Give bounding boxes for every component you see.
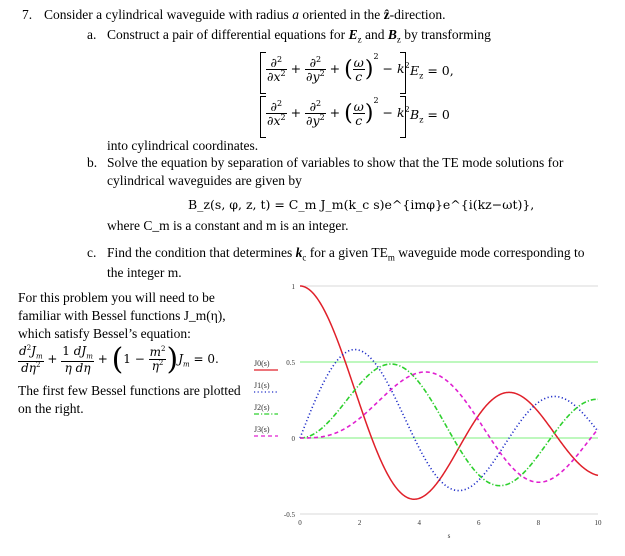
problem-intro: Consider a cylindrical waveguide with radius a oriented in the ẑ-direction.: [44, 7, 446, 22]
x-tick-label-5: 10: [594, 519, 602, 527]
y-tick-label-0: -0.5: [283, 511, 295, 519]
chart-series: [300, 286, 598, 499]
legend-label-2: J2(s): [254, 403, 270, 412]
part-b-where: where C_m is a constant and m is an integer.: [107, 218, 349, 233]
part-c-line1: Find the condition that determines $k_c$ for a given $TE_m$ waveguide mode corresponding to: [107, 245, 585, 263]
series-line-j0s: [300, 286, 598, 499]
legend-label-3: J3(s): [254, 425, 270, 434]
legend-label-1: J1(s): [254, 381, 270, 390]
x-axis-label: s: [447, 532, 451, 540]
part-b-label: b.: [87, 155, 98, 170]
x-tick-label-1: 2: [357, 519, 362, 527]
hint-line3: which satisfy Bessel’s equation:: [18, 326, 191, 341]
hint-line1: For this problem you will need to be: [18, 290, 215, 305]
problem-number: 7.: [22, 7, 33, 22]
chart-hlines: [300, 286, 598, 514]
direction-symbol: ẑ: [383, 7, 390, 22]
part-c-line2: the integer m.: [107, 265, 182, 280]
part-a-after: into cylindrical coordinates.: [107, 138, 259, 153]
y-tick-label-1: 0: [291, 435, 295, 443]
bessel-equation: $\frac{d^2J_m}{d\eta^2}$ + $\frac{1 dJ_m}{\text{η dη}}$ + (1 − $\frac{m^2}{\eta^2}$ )$J_m = 0$.: [19, 342, 219, 377]
bessel-chart: [250, 276, 620, 546]
x-tick-label-3: 6: [477, 519, 481, 527]
chart-legend: [254, 359, 278, 436]
y-tick-label-2: 0.5: [286, 359, 295, 367]
x-tick-label-4: 8: [536, 519, 541, 527]
part-a-text: Construct a pair of differential equations for $E_z$ and $B_z$ by transforming: [107, 27, 491, 45]
part-c-label: c.: [87, 245, 97, 260]
series-line-j1s: [300, 350, 598, 491]
hint-line5: on the right.: [18, 401, 84, 416]
x-tick-label-0: 0: [298, 519, 302, 527]
radius-symbol: a: [292, 7, 299, 22]
hint-line4: The first few Bessel functions are plotted: [18, 383, 241, 398]
legend-label-0: J0(s): [254, 359, 270, 368]
y-tick-label-3: 1: [291, 283, 295, 291]
part-b-line1: Solve the equation by separation of variables to show that the TE mode solutions for: [107, 155, 564, 170]
part-b-line2: cylindrical waveguides are given by: [107, 173, 302, 188]
te-mode-solution: B_z(s, φ, z, t) = C_m J_m(k_c s)e^{imφ}e^{i(kz−ωt)},: [188, 197, 535, 212]
hint-line2: familiar with Bessel functions J_m(η),: [18, 308, 226, 323]
series-line-j2s: [300, 364, 598, 486]
chart-ticks: [284, 283, 602, 540]
x-tick-label-2: 4: [417, 519, 421, 527]
part-a-label: a.: [87, 27, 97, 42]
